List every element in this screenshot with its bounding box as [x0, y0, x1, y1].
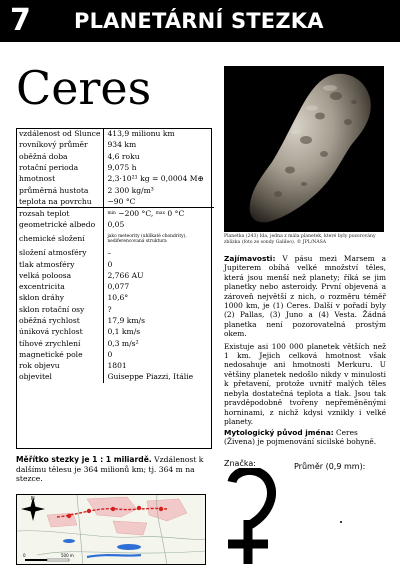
property-row: [16, 184, 214, 195]
trail-map: [16, 494, 206, 565]
property-label: velká poloosa: [16, 270, 104, 281]
scale-model-dot: [340, 521, 342, 523]
scale-note: [16, 455, 212, 484]
scale-text: Vzdálenost k dalšímu tělesu je 364 milionů km; tj. 364 m na stezce.: [16, 455, 204, 484]
property-label: tíhové zrychlení: [16, 337, 104, 348]
temp-max-prefix: max: [155, 211, 165, 217]
property-value: Guiseppe Piazzi, Itálie: [107, 372, 194, 382]
property-label: geometrické albedo: [16, 219, 104, 230]
diameter-label: Průměr (0,9 mm):: [294, 462, 366, 471]
property-label: chemické složení: [16, 230, 104, 247]
symbol-label: Značka:: [224, 459, 256, 468]
properties-table: [16, 128, 214, 383]
page-title: Ceres: [16, 61, 152, 115]
property-value: 0,3 m/s²: [107, 338, 139, 348]
property-value: 2,3·10²¹ kg = 0,0004 M⊕: [107, 174, 204, 184]
facts-p2: Existuje asi 100 000 planetek větších než 1 km. Jejich celková hmotnost však nedosahuje ani hmotnosti Merkuru. U většiny planetek nedošlo nikdy v minulosti k přetavení, protože uvnitř malých těles nebyla dostatečná teplota a tlak. Jsou tak pravděpodobně tvořeny nepřeměněnými horninami, z nichž kdysi vznikly i velké planety.: [224, 341, 386, 426]
property-value: 2,766 AU: [107, 270, 144, 280]
property-row: [16, 270, 214, 281]
property-row: [16, 247, 214, 258]
property-value: 4,6 roku: [107, 151, 140, 161]
property-value: 934 km: [107, 140, 137, 150]
property-label: objevitel: [16, 371, 104, 382]
stop-number: 7: [10, 3, 31, 38]
header-bar: [0, 0, 400, 42]
property-value: 0: [107, 349, 113, 359]
property-row: [16, 128, 214, 139]
interesting-facts: [224, 254, 386, 429]
temp-min-prefix: min: [107, 211, 116, 217]
property-row: [16, 162, 214, 173]
property-label: teplota na povrchu: [16, 196, 104, 208]
property-label: oběžná rychlost: [16, 315, 104, 326]
property-value: ?: [107, 304, 112, 314]
property-value: 10,6°: [107, 293, 129, 303]
property-value: 1801: [107, 361, 127, 371]
property-value: 0,077: [107, 282, 130, 292]
header-title: PLANETÁRNÍ STEZKA: [74, 9, 324, 33]
compass-label: N: [31, 496, 35, 502]
composition-value: jako meteority (uhlíkaté chondrity), nediferencovaná struktura: [107, 234, 187, 245]
property-row: [16, 315, 214, 326]
property-value: 0: [107, 259, 113, 269]
myth-lead: Mytologický původ jména:: [224, 428, 334, 437]
temp-min-value: −200 °C,: [118, 208, 154, 218]
property-label: složení atmosféry: [16, 247, 104, 258]
property-value: 413,9 milionu km: [107, 129, 175, 139]
scale-lead: Měřítko stezky je 1 : 1 miliardě.: [16, 455, 152, 464]
property-row: [16, 139, 214, 150]
property-row-composition: [16, 230, 214, 247]
property-value: 2 300 kg/m³: [107, 185, 154, 195]
scale-label-0: 0: [23, 553, 26, 558]
scale-label-500: 500 m: [61, 553, 74, 558]
property-row: [16, 196, 214, 208]
property-row: [16, 371, 214, 382]
property-row: [16, 326, 214, 337]
property-row-albedo: [16, 219, 214, 230]
property-row: [16, 360, 214, 371]
property-row: [16, 292, 214, 303]
property-value: 17,9 km/s: [107, 316, 146, 325]
asteroid-photo: [224, 66, 384, 232]
property-value: 0,05: [107, 219, 125, 229]
property-value: 0,1 km/s: [107, 327, 141, 337]
property-label: sklon rotační osy: [16, 304, 104, 315]
property-row: [16, 304, 214, 315]
property-row-temp-range: [16, 207, 214, 219]
property-label: rozsah teplot: [16, 207, 104, 219]
facts-lead: Zajímavosti:: [224, 254, 276, 263]
property-row: [16, 337, 214, 348]
property-row: [16, 151, 214, 162]
property-row: [16, 173, 214, 184]
facts-p1: V pásu mezi Marsem a Jupiterem obíhá velké množství těles, která jsou menší než planety; říká se jim planetky nebo asteroidy. První objevená a zároveň největší z nich, o rozměru téměř 1000 km, je (1) Ceres. Další v pořadí byly (2) Pallas, (3) Juno a (4) Vesta. Žádná planetka není pozorovatelná prostým okem.: [224, 254, 386, 339]
property-label: vzdálenost od Slunce: [16, 128, 104, 139]
property-label: hmotnost: [16, 173, 104, 184]
property-value: [104, 207, 215, 219]
property-row: [16, 258, 214, 269]
property-row: [16, 281, 214, 292]
property-label: excentricita: [16, 281, 104, 292]
property-label: rotační perioda: [16, 162, 104, 173]
temp-max-value: 0 °C: [167, 208, 185, 218]
photo-caption: Planetka (243) Ida, jedna z mála planetek, které byly pozorovány zblízka (foto ze sondy Galileo). © JPL/NASA: [224, 234, 376, 245]
property-label: rovníkový průměr: [16, 139, 104, 150]
myth-note: [224, 428, 386, 447]
property-row: [16, 349, 214, 360]
property-label: úniková rychlost: [16, 326, 104, 337]
property-value: 9,075 h: [107, 163, 137, 173]
property-value: −90 °C: [107, 196, 136, 206]
myth-text: Ceres (Živena) je pojmenování sicilské bohyně.: [224, 428, 377, 447]
property-label: tlak atmosféry: [16, 258, 104, 269]
ceres-sickle-symbol-icon: [218, 468, 288, 564]
property-value: –: [107, 248, 112, 258]
property-label: sklon dráhy: [16, 292, 104, 303]
property-label: rok objevu: [16, 360, 104, 371]
property-label: průměrná hustota: [16, 184, 104, 195]
property-label: magnetické pole: [16, 349, 104, 360]
property-value: [104, 230, 215, 247]
property-label: oběžná doba: [16, 151, 104, 162]
